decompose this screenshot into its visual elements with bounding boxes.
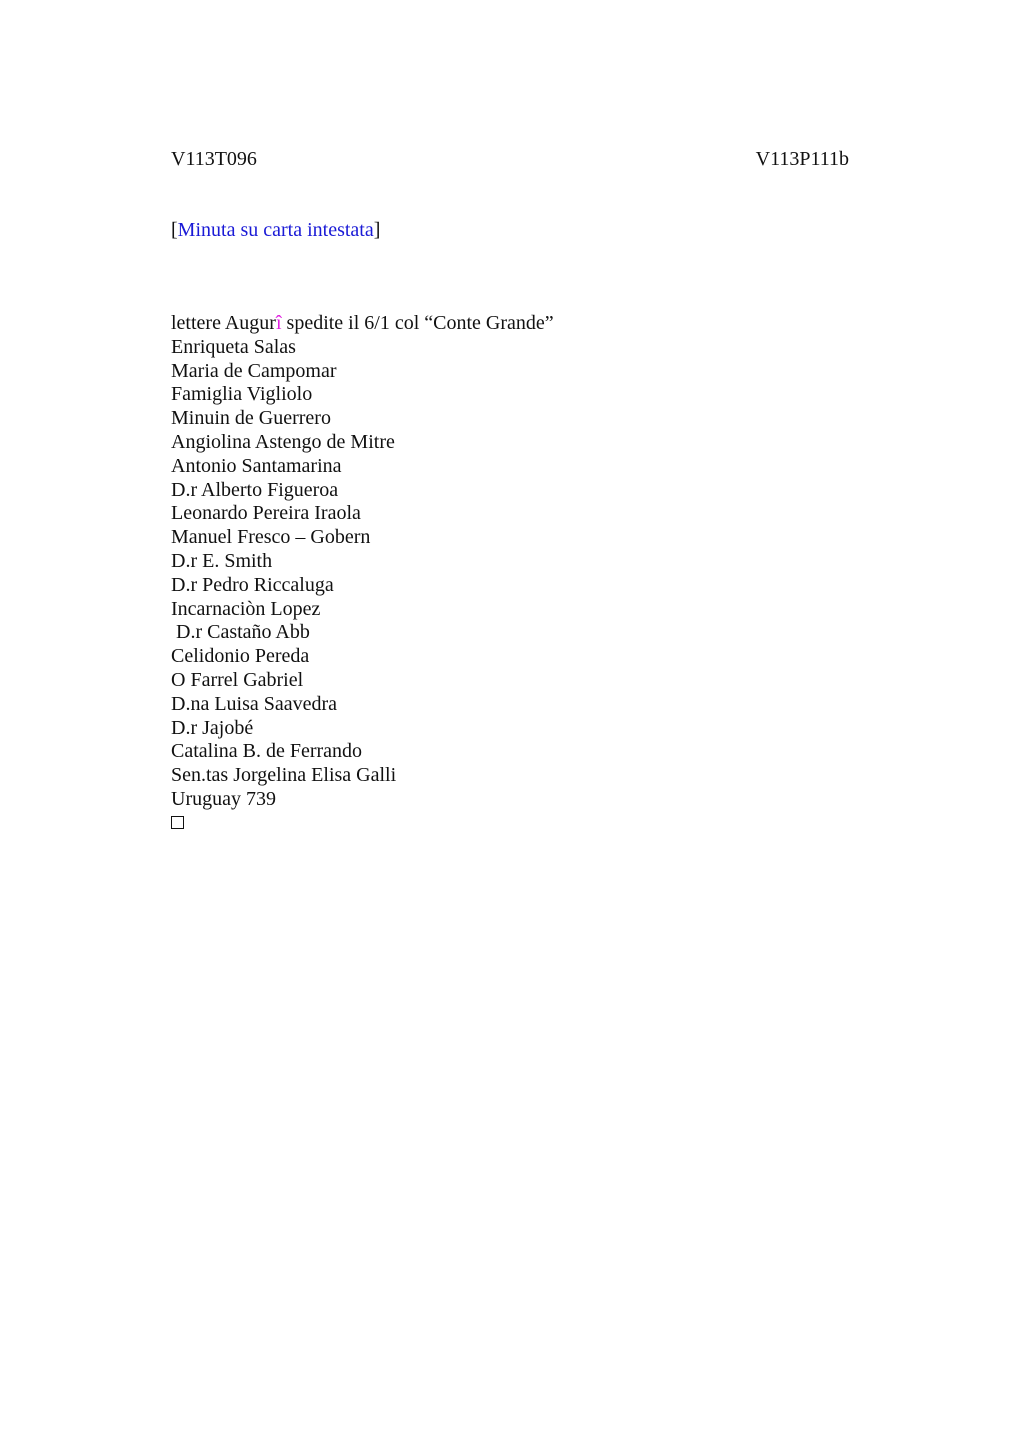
note-text: Minuta su carta intestata	[177, 219, 374, 241]
checkbox-icon	[171, 816, 184, 829]
header-row	[171, 145, 849, 173]
note-open-bracket: [	[171, 219, 178, 241]
list-item: Celidonio Pereda	[171, 645, 310, 668]
list-item: D.r Pedro Riccaluga	[171, 573, 334, 596]
end-mark-line	[171, 812, 851, 836]
list-item: D.r Castaño Abb	[171, 621, 310, 644]
list-item: Leonardo Pereira Iraola	[171, 502, 361, 525]
intro-after: spedite il 6/1 col “Conte Grande”	[281, 312, 554, 334]
intro-before: lettere Augur	[171, 312, 276, 334]
list-item: Minuin de Guerrero	[171, 407, 331, 430]
list-item: Famiglia Vigliolo	[171, 383, 313, 406]
intro-line	[171, 312, 851, 336]
intro-accent: î	[275, 312, 282, 334]
list-item: Uruguay 739	[171, 787, 276, 810]
list-item: D.r Alberto Figueroa	[171, 478, 339, 501]
list-item: O Farrel Gabriel	[171, 668, 304, 691]
list-item: Angiolina Astengo de Mitre	[171, 430, 395, 453]
list-item: Antonio Santamarina	[171, 454, 342, 477]
recipient-list	[171, 312, 851, 836]
document-code-right: V113P111b	[755, 148, 849, 170]
document-code-left: V113T096	[171, 148, 257, 170]
list-item: Catalina B. de Ferrando	[171, 740, 363, 763]
list-item: Incarnaciòn Lopez	[171, 597, 321, 620]
list-item: Maria de Campomar	[171, 359, 337, 382]
list-item: D.r E. Smith	[171, 549, 273, 572]
note-close-bracket: ]	[373, 219, 381, 241]
list-item: D.r Jajobé	[171, 716, 254, 739]
list-item: Sen.tas Jorgelina Elisa Galli	[171, 764, 397, 787]
list-item: Enriqueta Salas	[171, 335, 296, 358]
editorial-note	[171, 216, 380, 244]
list-item: Manuel Fresco – Gobern	[171, 526, 371, 549]
list-item: D.na Luisa Saavedra	[171, 692, 338, 715]
